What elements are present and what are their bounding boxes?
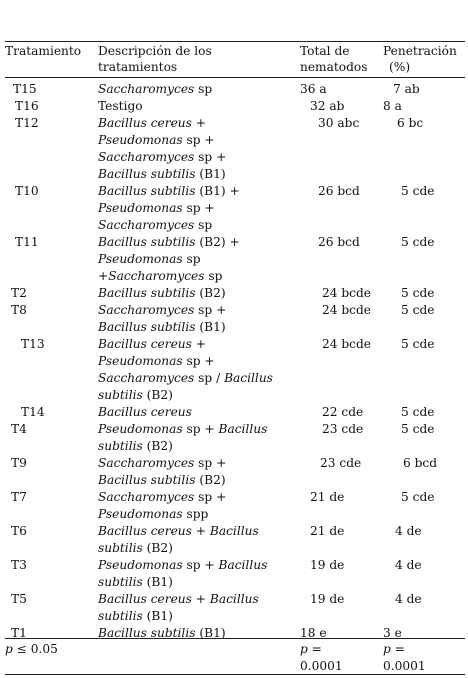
text: spp [182, 507, 209, 521]
total-nematodes: 18 e [300, 626, 327, 640]
total-nematodes: 26 bcd [318, 235, 360, 249]
text: (B1) [195, 626, 226, 640]
italic-text: p [383, 642, 391, 656]
header-total [300, 43, 368, 75]
italic-text: Saccharomyces [98, 456, 195, 470]
header-total-line: Total de [300, 44, 350, 58]
italic-text: Saccharomyces [108, 269, 205, 283]
text: (B1) + [195, 184, 240, 198]
text: + [98, 269, 109, 283]
total-nematodes: 22 cde [322, 405, 364, 419]
text: + [191, 524, 210, 538]
total-nematodes: 19 de [310, 592, 345, 606]
treatment-code: T1 [11, 626, 27, 640]
text: (B1) [195, 320, 226, 334]
text: sp + [194, 490, 227, 504]
italic-text: Bacillus [209, 592, 259, 606]
italic-text: Pseudomonas [98, 201, 183, 215]
italic-text: Bacillus cereus [98, 592, 192, 606]
penetration-value: 4 de [395, 558, 422, 572]
italic-text: p [300, 642, 308, 656]
penetration-value: 4 de [395, 592, 422, 606]
header-total-line: nematodos [300, 60, 368, 74]
italic-text: Bacillus cereus [98, 116, 192, 130]
bottom-rule [5, 674, 465, 675]
italic-text: Pseudomonas [98, 507, 183, 521]
italic-text: Bacillus [218, 558, 268, 572]
header-penetration-line: Penetración [383, 44, 457, 58]
text: (B2) + [195, 235, 240, 249]
italic-text: Saccharomyces [98, 490, 195, 504]
top-rule [5, 41, 465, 42]
header-penetration-line: (%) [389, 60, 411, 74]
text: sp [194, 218, 213, 232]
text: (B2) [195, 286, 226, 300]
italic-text: Bacillus subtilis [98, 167, 196, 181]
italic-text: Saccharomyces [98, 218, 195, 232]
text: sp [194, 82, 213, 96]
penetration-value: 5 cde [401, 422, 435, 436]
treatment-description [98, 115, 226, 183]
penetration-value: 5 cde [401, 286, 435, 300]
italic-text: Bacillus subtilis [98, 184, 196, 198]
text: + [191, 116, 206, 130]
italic-text: Bacillus [224, 371, 273, 385]
penetration-value: 8 a [383, 99, 402, 113]
header-treatment: Tratamiento [5, 44, 82, 58]
treatment-description [98, 523, 259, 557]
total-nematodes: 19 de [310, 558, 345, 572]
total-nematodes: 36 a [300, 82, 327, 96]
italic-text: p [5, 642, 13, 656]
penetration-value: 5 cde [401, 490, 435, 504]
treatment-code: T5 [11, 592, 27, 606]
italic-text: Bacillus cereus [98, 337, 192, 351]
italic-text: subtilis [98, 541, 143, 555]
text: + [191, 592, 210, 606]
treatment-description [98, 183, 240, 234]
penetration-value: 7 ab [393, 82, 420, 96]
italic-text: Saccharomyces [98, 371, 195, 385]
text: 0.0001 [300, 659, 343, 673]
penetration-value: 6 bc [397, 116, 424, 130]
text: sp + [194, 303, 227, 317]
text: sp / [194, 371, 225, 385]
penetration-value: 5 cde [401, 405, 435, 419]
italic-text: Bacillus subtilis [98, 235, 196, 249]
text: sp + [182, 354, 215, 368]
text: (B2) [142, 541, 173, 555]
italic-text: Saccharomyces [98, 150, 195, 164]
significance-label [5, 641, 58, 658]
treatment-code: T13 [21, 337, 45, 351]
italic-text: Bacillus [218, 422, 268, 436]
italic-text: Bacillus subtilis [98, 626, 196, 640]
text: sp + [194, 150, 227, 164]
text: Testigo [98, 99, 143, 113]
treatment-code: T11 [15, 235, 39, 249]
treatment-description [98, 489, 226, 523]
text: sp + [182, 133, 215, 147]
text: sp [182, 252, 201, 266]
treatment-code: T7 [11, 490, 27, 504]
total-nematodes: 32 ab [310, 99, 345, 113]
text: + [191, 337, 206, 351]
text: sp + [182, 201, 215, 215]
italic-text: subtilis [98, 609, 143, 623]
total-nematodes: 26 bcd [318, 184, 360, 198]
italic-text: subtilis [98, 439, 143, 453]
penetration-value: 5 cde [401, 337, 435, 351]
treatment-description [98, 234, 240, 285]
treatment-description [98, 302, 226, 336]
italic-text: Bacillus cereus [98, 524, 192, 538]
treatment-code: T10 [15, 184, 39, 198]
treatment-description [98, 421, 267, 455]
penetration-value: 4 de [395, 524, 422, 538]
treatment-code: T9 [11, 456, 27, 470]
text: sp + [182, 422, 219, 436]
treatment-code: T15 [13, 82, 37, 96]
text: 0.0001 [383, 659, 426, 673]
italic-text: Bacillus subtilis [98, 473, 196, 487]
italic-text: subtilis [98, 388, 143, 402]
total-nematodes: 30 abc [318, 116, 360, 130]
text: = [307, 642, 322, 656]
italic-text: Pseudomonas [98, 558, 183, 572]
text: (B2) [195, 473, 226, 487]
penetration-value: 3 e [383, 626, 402, 640]
treatment-description [98, 98, 143, 115]
treatment-code: T8 [11, 303, 27, 317]
treatment-code: T14 [21, 405, 45, 419]
text: = [390, 642, 405, 656]
total-nematodes: 23 cde [320, 456, 362, 470]
header-rule [5, 77, 465, 78]
text: ≤ 0.05 [12, 642, 58, 656]
treatment-description [98, 557, 267, 591]
total-nematodes: 24 bcde [322, 286, 372, 300]
total-nematodes: 21 de [310, 490, 345, 504]
treatment-code: T12 [15, 116, 39, 130]
italic-text: Bacillus subtilis [98, 286, 196, 300]
header-description [98, 43, 212, 75]
italic-text: Pseudomonas [98, 354, 183, 368]
text: sp + [182, 558, 219, 572]
text: (B1) [142, 575, 173, 589]
penetration-value: 5 cde [401, 303, 435, 317]
penetration-value: 6 bcd [403, 456, 438, 470]
text: (B1) [195, 167, 226, 181]
italic-text: Bacillus cereus [98, 405, 192, 419]
header-penetration [383, 43, 457, 75]
italic-text: Saccharomyces [98, 82, 195, 96]
text: sp [204, 269, 223, 283]
italic-text: Pseudomonas [98, 252, 183, 266]
italic-text: Pseudomonas [98, 422, 183, 436]
total-nematodes: 24 bcde [322, 337, 372, 351]
italic-text: Saccharomyces [98, 303, 195, 317]
text: (B2) [142, 388, 173, 402]
penetration-p-value [383, 641, 426, 675]
italic-text: Pseudomonas [98, 133, 183, 147]
treatment-code: T2 [11, 286, 27, 300]
treatment-description [98, 455, 226, 489]
italic-text: Bacillus [209, 524, 259, 538]
italic-text: Bacillus subtilis [98, 320, 196, 334]
penetration-value: 5 cde [401, 184, 435, 198]
penetration-value: 5 cde [401, 235, 435, 249]
treatment-code: T6 [11, 524, 27, 538]
treatment-description [98, 285, 226, 302]
treatment-description [98, 591, 259, 625]
treatment-description [98, 404, 192, 421]
header-description-line: tratamientos [98, 60, 178, 74]
total-p-value [300, 641, 343, 675]
treatment-description [98, 336, 273, 404]
treatment-code: T3 [11, 558, 27, 572]
treatment-code: T16 [15, 99, 39, 113]
total-nematodes: 23 cde [322, 422, 364, 436]
text: (B1) [142, 609, 173, 623]
treatment-description [98, 625, 226, 642]
treatment-description [98, 81, 212, 98]
header-description-line: Descripción de los [98, 44, 212, 58]
italic-text: subtilis [98, 575, 143, 589]
footer-rule [5, 638, 465, 639]
text: sp + [194, 456, 227, 470]
text: (B2) [142, 439, 173, 453]
total-nematodes: 21 de [310, 524, 345, 538]
treatment-code: T4 [11, 422, 27, 436]
total-nematodes: 24 bcde [322, 303, 372, 317]
